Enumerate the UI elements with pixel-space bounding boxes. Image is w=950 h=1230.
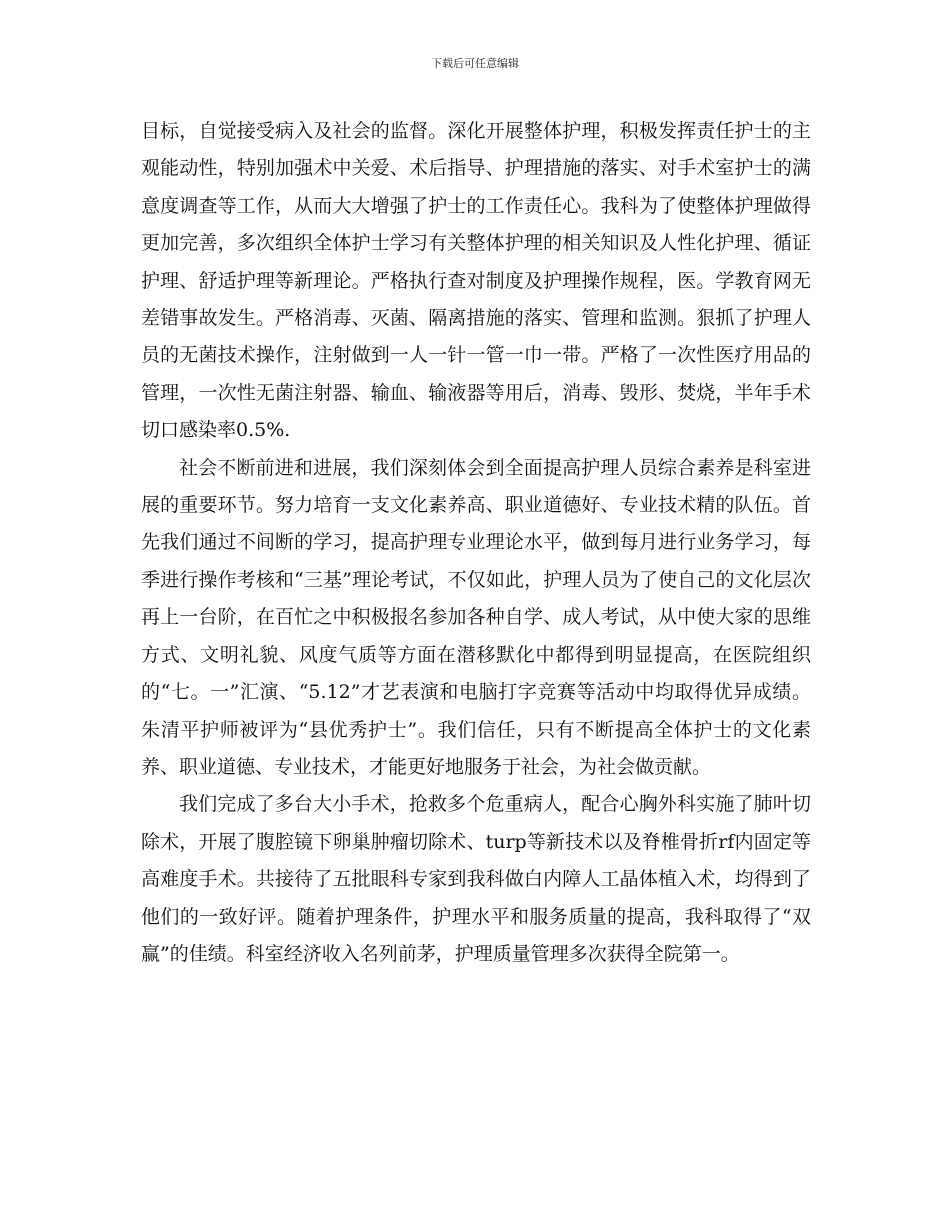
paragraph-2: 社会不断前进和进展，我们深刻体会到全面提高护理人员综合素养是科室进展的重要环节。努力培育一支文化素养高、职业道德好、专业技术精的队伍。首先我们通过不间断的学习，提高护理专业理论水平，做到每月进行业务学习，每季进行操作考核和“三基”理论考试，不仅如此，护理人员为了使自己的文化层次再上一台阶，在百忙之中积极报名参加各种自学、成人考试，从中使大家的思维方式、文明礼貌、风度气质等方面在潜移默化中都得到明显提高，在医院组织的“七。一”汇演、“5.12”才艺表演和电脑打字竞赛等活动中均取得优异成绩。朱清平护师被评为“县优秀护士”。我们信任，只有不断提高全体护士的文化素养、职业道德、专业技术，才能更好地服务于社会，为社会做贡献。 xyxy=(141,456,811,778)
document-body xyxy=(141,113,811,973)
paragraph-3: 我们完成了多台大小手术，抢救多个危重病人，配合心胸外科实施了肺叶切除术，开展了腹腔镜下卵巢肿瘤切除术、turp等新技术以及脊椎骨折rf内固定等高难度手术。共接待了五批眼科专家到我科做白内障人工晶体植入术，均得到了他们的一致好评。随着护理条件，护理水平和服务质量的提高，我科取得了“双赢”的佳绩。科室经济收入名列前茅，护理质量管理多次获得全院第一。 xyxy=(141,793,811,965)
page-header: 下载后可任意编辑 xyxy=(431,57,519,70)
paragraph-1: 目标，自觉接受病入及社会的监督。深化开展整体护理，积极发挥责任护士的主观能动性，特别加强术中关爱、术后指导、护理措施的落实、对手术室护士的满意度调查等工作，从而大大增强了护士的工作责任心。我科为了使整体护理做得更加完善，多次组织全体护士学习有关整体护理的相关知识及人性化护理、循证护理、舒适护理等新理论。严格执行查对制度及护理操作规程，医。学教育网无差错事故发生。严格消毒、灭菌、隔离措施的落实、管理和监测。狠抓了护理人员的无菌技术操作，注射做到一人一针一管一巾一带。严格了一次性医疗用品的管理，一次性无菌注射器、输血、输液器等用后，消毒、毁形、焚烧，半年手术切口感染率0.5%. xyxy=(141,120,811,442)
